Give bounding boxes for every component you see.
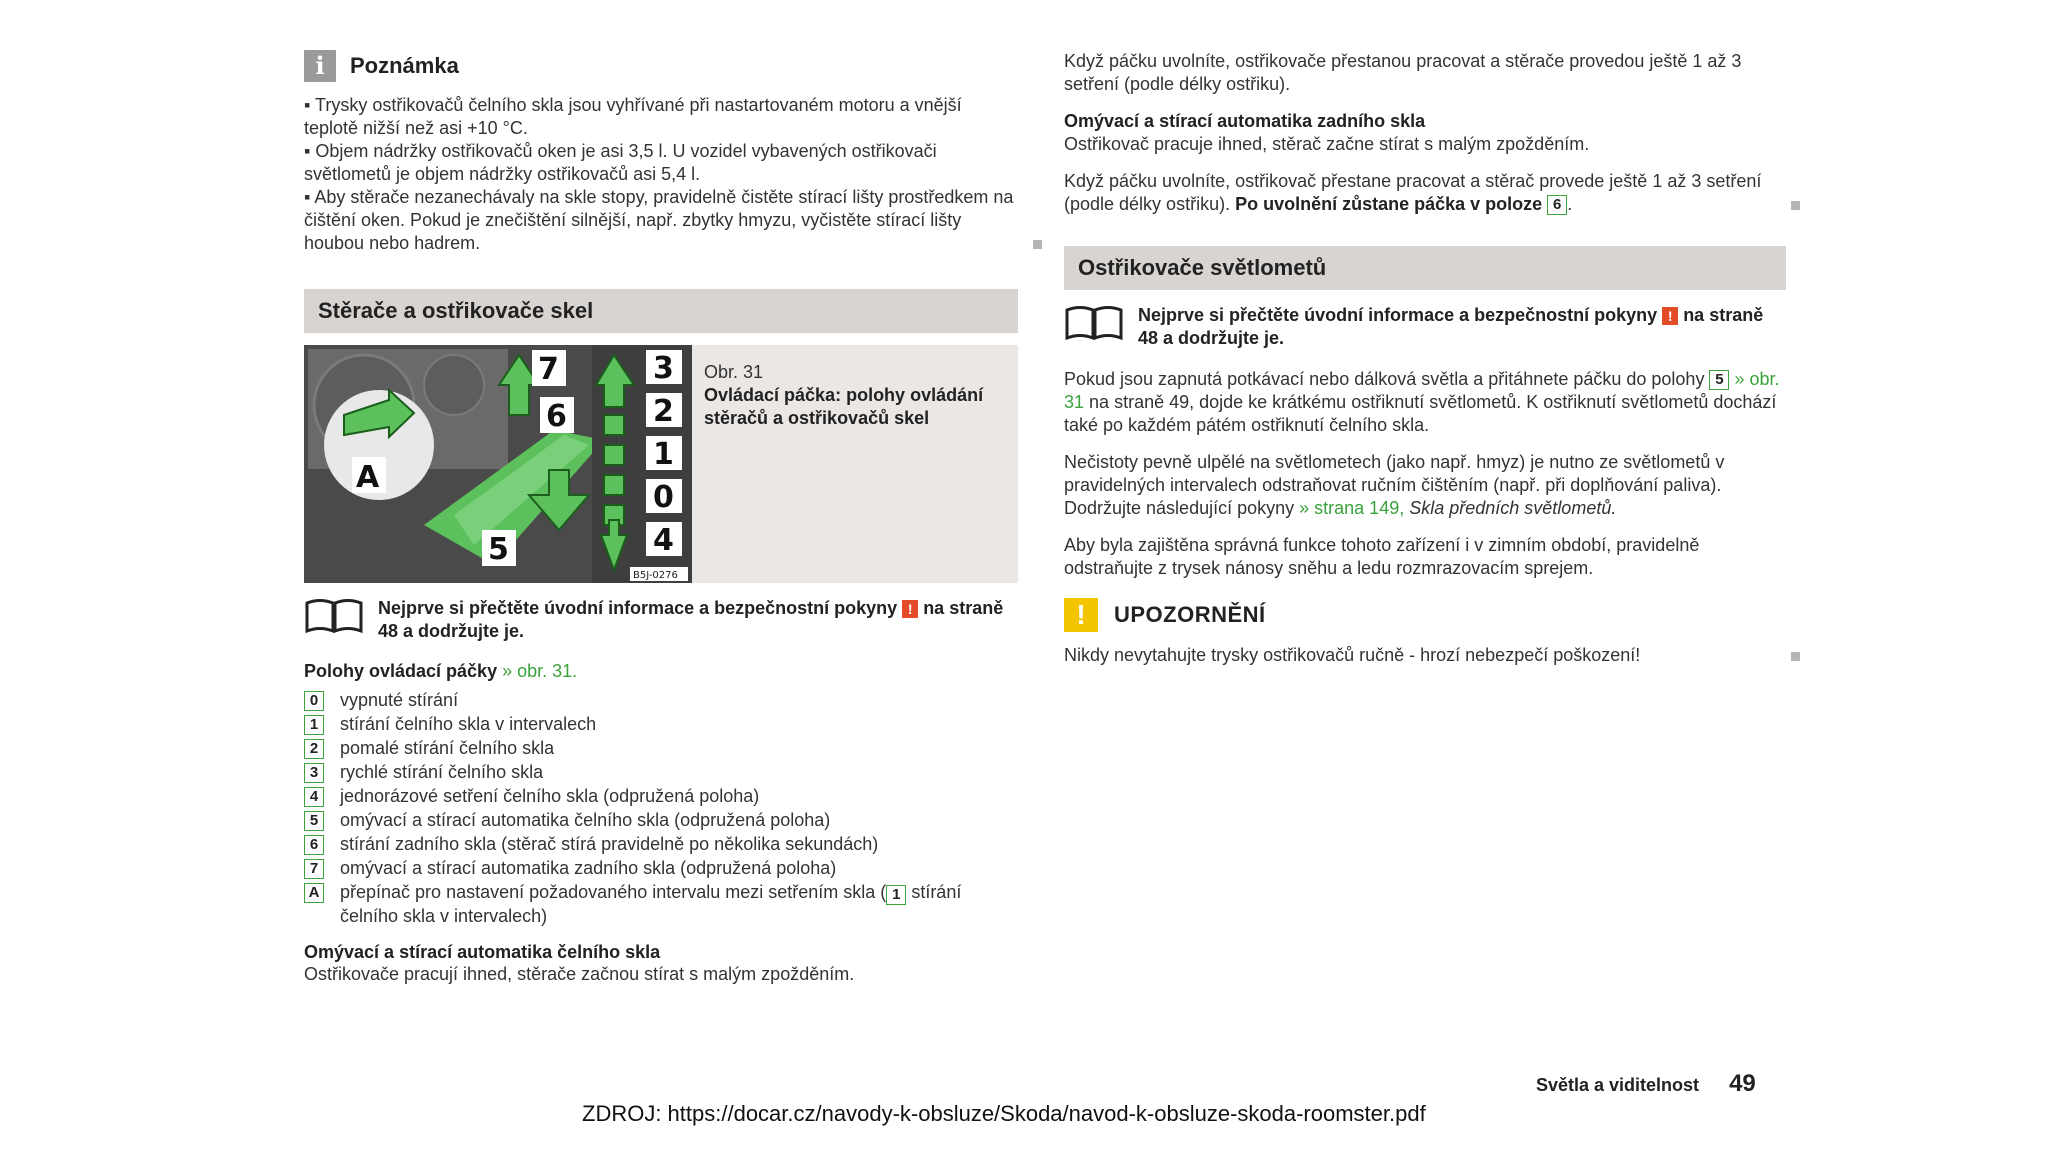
- list-item: 6 stírání zadního skla (stěrač stírá pravidelně po několika sekundách): [304, 832, 1018, 856]
- label-2: 2: [653, 394, 674, 429]
- left-column: [304, 50, 1018, 986]
- list-item: 1 stírání čelního skla v intervalech: [304, 712, 1018, 736]
- section-title-headlight-washers: Ostřikovače světlometů: [1064, 246, 1786, 290]
- inline-key: 6: [1547, 195, 1567, 215]
- position-key: A: [304, 883, 324, 903]
- info-icon: i: [304, 50, 336, 82]
- rear-wash-text: Ostřikovač pracuje ihned, stěrač začne stírat s malým zpožděním.: [1064, 134, 1590, 154]
- list-item: 5 omývací a stírací automatika čelního skla (odpružená poloha): [304, 808, 1018, 832]
- safety-text: Nejprve si přečtěte úvodní informace a bezpečnostní pokyny ! na straně 48 a dodržujte je.: [1138, 305, 1764, 348]
- release-text: Když páčku uvolníte, ostřikovače přestanou pracovat a stěrače provedou ještě 1 až 3 setření (podle délky ostřiku).: [1064, 51, 1742, 94]
- rear-release-text: Když páčku uvolníte, ostřikovač přestane pracovat a stěrač provede ještě 1 až 3 setření (podle délky ostřiku). Po uvolnění zůstane páčka v poloze 6 .: [1064, 170, 1786, 216]
- label-3: 3: [653, 351, 674, 386]
- warning-icon: !: [1064, 598, 1098, 632]
- wiper-lever-figure: [304, 345, 692, 583]
- danger-icon: !: [1662, 307, 1678, 325]
- auto-wash-text: Ostřikovače pracují ihned, stěrače začnou stírat s malým zpožděním.: [304, 963, 855, 984]
- warning-title: UPOZORNĚNÍ: [1114, 602, 1266, 627]
- label-5: 5: [488, 532, 509, 567]
- positions-list: [304, 688, 1018, 928]
- right-column: [1064, 50, 1786, 667]
- page-footer: [1536, 1070, 1756, 1098]
- rear-wash-heading: Omývací a stírací automatika zadního skla: [1064, 111, 1426, 131]
- end-marker: [1791, 652, 1800, 661]
- position-key: 7: [304, 859, 324, 879]
- inline-key: 5: [1709, 370, 1729, 390]
- warning-header: [1064, 598, 1786, 632]
- danger-icon: !: [902, 600, 918, 618]
- safety-notice-right: [1064, 304, 1786, 350]
- label-0: 0: [653, 480, 674, 515]
- label-7: 7: [538, 352, 559, 387]
- section-title-wipers: Stěrače a ostřikovače skel: [304, 289, 1018, 333]
- warning-text: Nikdy nevytahujte trysky ostřikovačů ručně - hrozí nebezpečí poškození!: [1064, 644, 1786, 667]
- label-4: 4: [653, 523, 674, 558]
- list-item: A přepínač pro nastavení požadovaného intervalu mezi setřením skla ( 1 stírání čelního skla v intervalech): [304, 880, 1018, 928]
- note-bullet: ▪ Aby stěrače nezanechávaly na skle stopy, pravidelně čistěte stírací lišty prostředkem na čištění oken. Pokud je znečištění silnější, např. zbytky hmyzu, vyčistěte stírací lišty houbou nebo hadrem.: [304, 186, 1018, 255]
- figure-link[interactable]: » obr. 31.: [502, 661, 578, 681]
- end-marker: [1033, 240, 1042, 249]
- chapter-title: Světla a viditelnost: [1536, 1075, 1700, 1095]
- list-item: 7 omývací a stírací automatika zadního skla (odpružená poloha): [304, 856, 1018, 880]
- headlight-paragraph-1: Pokud jsou zapnutá potkávací nebo dálková světla a přitáhnete páčku do polohy 5 » obr. 31 na straně 49, dojde ke krátkému ostřiknutí světlometů. K ostřiknutí světlometů dochází také po každém pátém ostřiknutí čelního skla.: [1064, 369, 1780, 435]
- book-icon: [1064, 304, 1124, 342]
- figure-caption: [692, 345, 1018, 583]
- position-key: 0: [304, 691, 324, 711]
- note-header: [304, 50, 1018, 82]
- figure-link[interactable]: » obr. 31: [1064, 369, 1780, 412]
- label-6: 6: [546, 399, 567, 434]
- figure-31: [304, 345, 1018, 583]
- positions-heading: Polohy ovládací páčky » obr. 31.: [304, 661, 578, 681]
- position-key: 4: [304, 787, 324, 807]
- page-number: 49: [1729, 1070, 1756, 1097]
- wiper-lever-illustration: [304, 345, 692, 583]
- figure-number: Obr. 31: [704, 362, 764, 382]
- position-key: 2: [304, 739, 324, 759]
- position-key: 5: [304, 811, 324, 831]
- figure-code: B5J-0276: [633, 570, 678, 581]
- label-1: 1: [653, 437, 674, 472]
- list-item: 3 rychlé stírání čelního skla: [304, 760, 1018, 784]
- inline-key: 1: [886, 885, 906, 905]
- position-key: 1: [304, 715, 324, 735]
- page-link[interactable]: » strana 149,: [1299, 498, 1405, 518]
- figure-title: Ovládací páčka: polohy ovládání stěračů a ostřikovačů skel: [704, 385, 984, 428]
- list-item: 2 pomalé stírání čelního skla: [304, 736, 1018, 760]
- source-credit: ZDROJ: https://docar.cz/navody-k-obsluze/Skoda/navod-k-obsluze-skoda-roomster.pdf: [582, 1101, 1426, 1126]
- position-key: 6: [304, 835, 324, 855]
- note-title: Poznámka: [350, 53, 459, 78]
- headlight-paragraph-3: Aby byla zajištěna správná funkce tohoto zařízení i v zimním období, pravidelně odstraňujte z trysek nánosy sněhu a ledu rozmrazovacím sprejem.: [1064, 535, 1700, 578]
- note-bullet: ▪ Trysky ostřikovačů čelního skla jsou vyhřívané při nastartovaném motoru a vnější teplotě nižší než asi +10 °C.: [304, 95, 962, 138]
- label-a: A: [356, 460, 380, 495]
- end-marker: [1791, 201, 1800, 210]
- auto-wash-heading: Omývací a stírací automatika čelního skla: [304, 941, 661, 962]
- safety-notice-left: [304, 597, 1018, 643]
- book-icon: [304, 597, 364, 635]
- note-bullets: [304, 94, 1018, 255]
- note-bullet: ▪ Objem nádržky ostřikovačů oken je asi 3,5 l. U vozidel vybavených ostřikovači světlometů je objem nádržky ostřikovačů asi 5,4 l.: [304, 141, 937, 184]
- headlight-paragraph-2: Nečistoty pevně ulpělé na světlometech (jako např. hmyz) je nutno ze světlometů v pravidelných intervalech odstraňovat ručním čištěním (např. při doplňování paliva). Dodržujte následující pokyny » strana 149, Skla předních světlometů.: [1064, 452, 1725, 518]
- list-item: 4 jednorázové setření čelního skla (odpružená poloha): [304, 784, 1018, 808]
- position-key: 3: [304, 763, 324, 783]
- safety-text: Nejprve si přečtěte úvodní informace a bezpečnostní pokyny ! na straně 48 a dodržujte je.: [378, 598, 1004, 641]
- list-item: 0 vypnuté stírání: [304, 688, 1018, 712]
